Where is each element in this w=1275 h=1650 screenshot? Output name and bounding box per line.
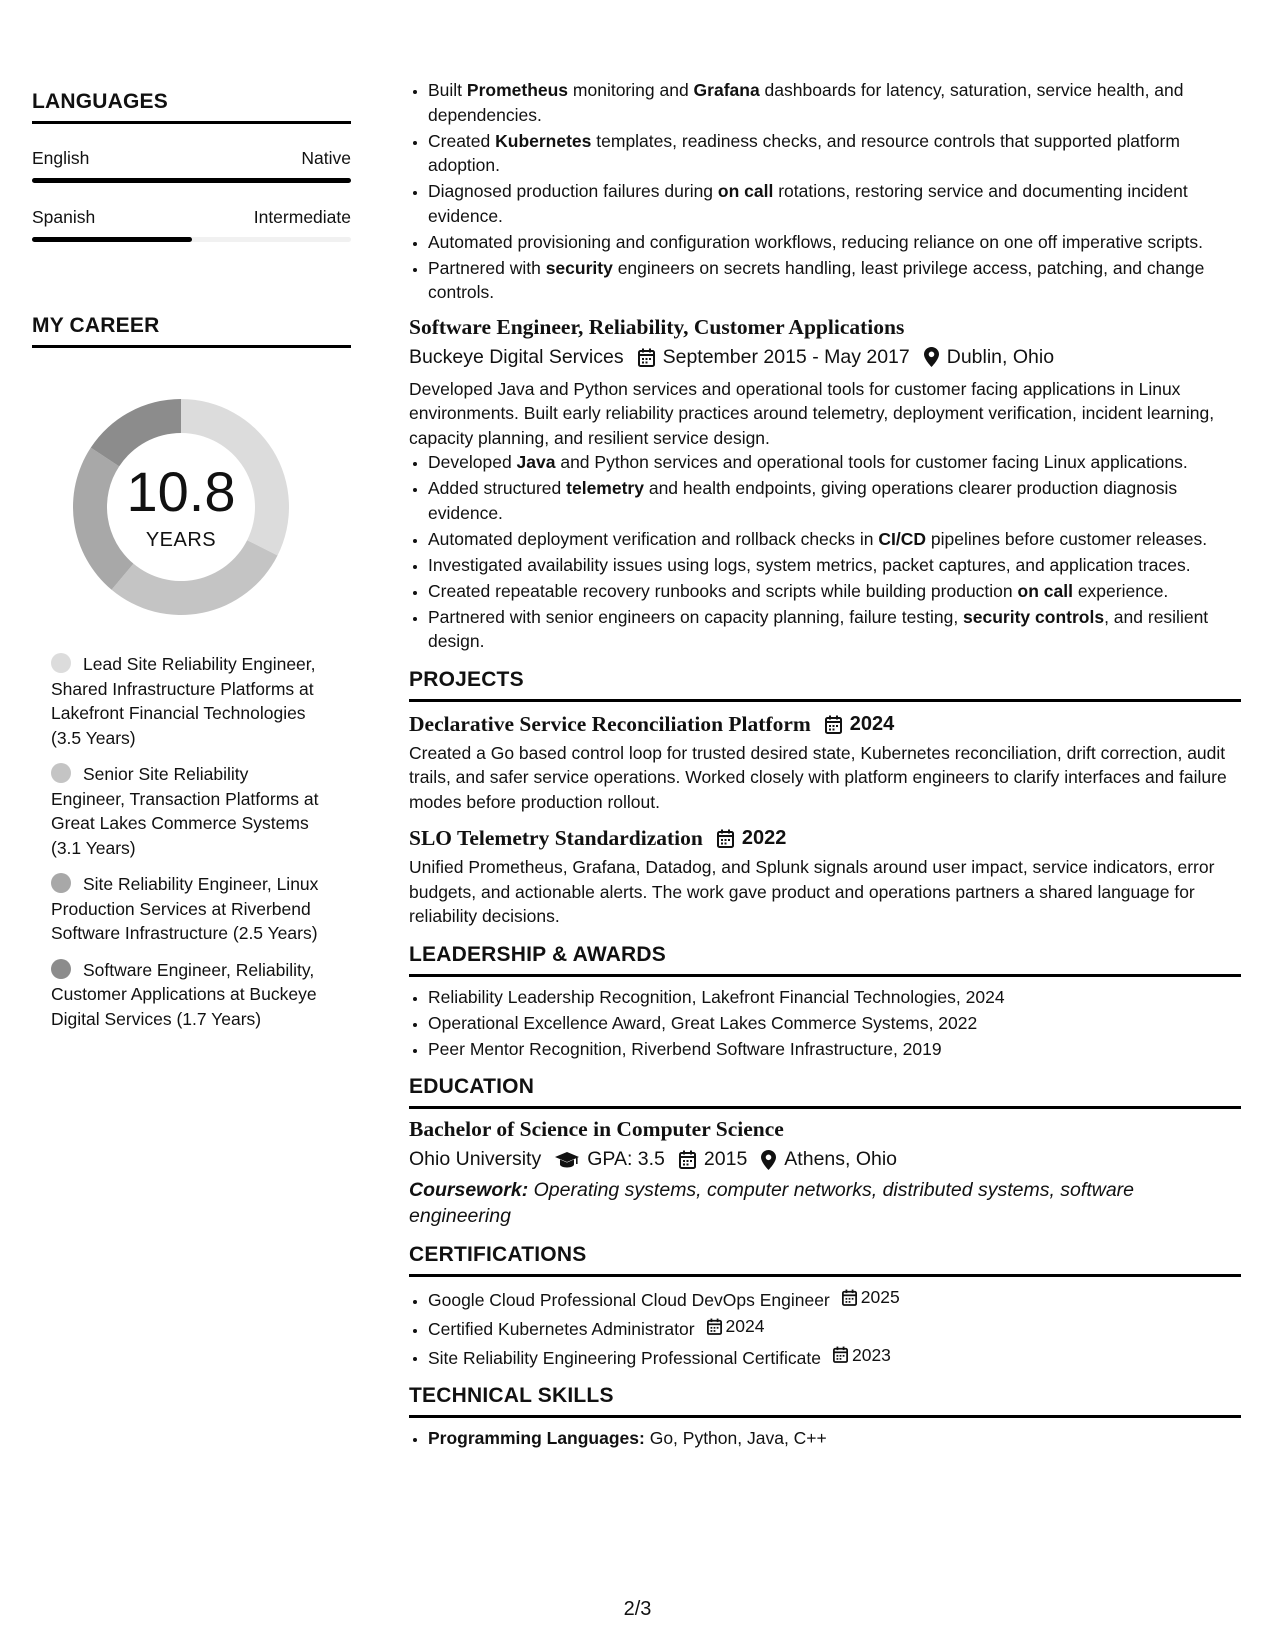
project-entry xyxy=(409,826,1241,929)
bullet-item: • Diagnosed production failures during on call rotations, restoring service and documenting incident evidence. xyxy=(428,179,1241,228)
career-legend-item xyxy=(51,652,326,750)
education-entry xyxy=(409,1117,1241,1229)
certification-name: Site Reliability Engineering Professional Certificate xyxy=(428,1347,821,1368)
career-total-years: 10.8 xyxy=(126,460,236,523)
certification-item xyxy=(428,1285,1241,1312)
job-title: Software Engineer, Reliability, Customer Applications xyxy=(409,314,905,339)
certification-year: 2023 xyxy=(851,1344,891,1365)
career-legend-item xyxy=(51,762,326,860)
legend-dot xyxy=(51,763,71,783)
leadership-list xyxy=(409,985,1241,1062)
map-pin-icon xyxy=(924,347,939,367)
language-proficiency-bar xyxy=(32,237,351,242)
award-item: • Operational Excellence Award, Great Lakes Commerce Systems, 2022 xyxy=(428,1011,1241,1036)
career-legend-item xyxy=(51,872,326,946)
project-title: SLO Telemetry Standardization xyxy=(409,826,703,850)
job-summary: Developed Java and Python services and operational tools for customer facing applications in Linux environments. Built early reliability practices around telemetry, deployment verification, incident learning, capacity planning, and resilient service design. xyxy=(409,378,1215,448)
bullet-item: • Created repeatable recovery runbooks and scripts while building production on call experience. xyxy=(428,579,1241,604)
calendar-icon xyxy=(717,829,734,848)
graduation-cap-icon xyxy=(555,1151,579,1169)
certification-name: Certified Kubernetes Administrator xyxy=(428,1318,695,1339)
career-legend-label: Lead Site Reliability Engineer, Shared Infrastructure Platforms at Lakefront Financial Technologies (3.5 Years) xyxy=(51,654,316,748)
language-name: Spanish xyxy=(32,207,96,227)
career-legend-label: Senior Site Reliability Engineer, Transaction Platforms at Great Lakes Commerce Systems (3.1 Years) xyxy=(51,764,319,858)
coursework-text: Operating systems, computer networks, distributed systems, software engineering xyxy=(409,1179,1135,1227)
calendar-icon xyxy=(638,348,655,367)
language-proficiency-bar xyxy=(32,178,351,183)
calendar-icon xyxy=(825,715,842,734)
left-column xyxy=(32,90,351,1043)
job-company: Buckeye Digital Services xyxy=(409,345,624,368)
job-bullets xyxy=(409,450,1241,654)
legend-dot xyxy=(51,959,71,979)
language-level: Intermediate xyxy=(253,207,351,227)
language-item xyxy=(32,148,351,183)
project-entry xyxy=(409,712,1241,815)
language-proficiency-fill xyxy=(32,178,351,183)
project-year: 2024 xyxy=(849,712,895,735)
bullet-item: • Automated provisioning and configuration workflows, reducing reliance on one off imperative scripts. xyxy=(428,230,1241,255)
certifications-heading: CERTIFICATIONS xyxy=(409,1243,1241,1277)
calendar-icon xyxy=(833,1346,848,1363)
award-item: • Peer Mentor Recognition, Riverbend Software Infrastructure, 2019 xyxy=(428,1037,1241,1062)
project-title: Declarative Service Reconciliation Platform xyxy=(409,711,811,736)
education-location: Athens, Ohio xyxy=(784,1148,898,1170)
skills-list xyxy=(409,1426,1241,1451)
certification-year: 2025 xyxy=(860,1287,900,1307)
right-column xyxy=(409,78,1241,1452)
certification-name: Google Cloud Professional Cloud DevOps Engineer xyxy=(428,1289,830,1310)
education-degree: Bachelor of Science in Computer Science xyxy=(409,1117,784,1141)
page-number: 2/3 xyxy=(623,1598,652,1620)
project-description: Unified Prometheus, Grafana, Datadog, and Splunk signals around user impact, service indicators, error budgets, and actionable alerts. The work gave product and operations partners a shared language for reliability decisions. xyxy=(409,857,1215,926)
legend-dot xyxy=(51,653,71,673)
job-location: Dublin, Ohio xyxy=(946,345,1055,368)
map-pin-icon xyxy=(761,1150,776,1170)
project-description: Created a Go based control loop for trusted desired state, Kubernetes reconciliation, drift correction, audit trails, and safer service operations. Worked closely with platform engineers to clarify interfaces and failure modes before production rollout. xyxy=(409,742,1227,812)
certification-item xyxy=(428,1343,1241,1370)
bullet-item: • Partnered with senior engineers on capacity planning, failure testing, security controls, and resilient design. xyxy=(428,605,1241,654)
bullet-item: • Added structured telemetry and health endpoints, giving operations clearer production diagnosis evidence. xyxy=(428,476,1241,525)
bullet-item: • Automated deployment verification and rollback checks in CI/CD pipelines before customer releases. xyxy=(428,527,1241,552)
leadership-heading: LEADERSHIP & AWARDS xyxy=(409,943,1241,977)
career-donut-chart xyxy=(66,392,296,622)
language-name: English xyxy=(32,148,90,168)
calendar-icon xyxy=(842,1289,857,1306)
education-year: 2015 xyxy=(703,1148,748,1170)
calendar-icon xyxy=(707,1318,722,1335)
education-heading: EDUCATION xyxy=(409,1075,1241,1109)
job-meta xyxy=(409,346,1241,369)
career-legend xyxy=(51,652,326,1031)
skills-heading: TECHNICAL SKILLS xyxy=(409,1384,1241,1418)
education-coursework xyxy=(409,1177,1241,1229)
education-school: Ohio University xyxy=(409,1148,542,1170)
award-item: • Reliability Leadership Recognition, Lakefront Financial Technologies, 2024 xyxy=(428,985,1241,1010)
career-heading: MY CAREER xyxy=(32,314,351,348)
career-legend-item xyxy=(51,958,326,1032)
previous-job-bullets xyxy=(409,78,1241,305)
skill-item xyxy=(428,1426,1241,1451)
certification-item xyxy=(428,1314,1241,1341)
projects-heading: PROJECTS xyxy=(409,668,1241,702)
skill-value: Go, Python, Java, C++ xyxy=(644,1427,827,1448)
legend-dot xyxy=(51,873,71,893)
bullet-item: • Investigated availability issues using logs, system metrics, packet captures, and application traces. xyxy=(428,553,1241,578)
career-years-label: YEARS xyxy=(145,529,217,551)
bullet-item: • Developed Java and Python services and operational tools for customer facing Linux applications. xyxy=(428,450,1241,475)
bullet-item: • Built Prometheus monitoring and Grafana dashboards for latency, saturation, service health, and dependencies. xyxy=(428,78,1241,127)
project-year: 2022 xyxy=(741,827,787,849)
bullet-item: • Partnered with security engineers on secrets handling, least privilege access, patching, and change controls. xyxy=(428,256,1241,305)
language-proficiency-fill xyxy=(32,237,192,242)
job-dates: September 2015 - May 2017 xyxy=(662,345,910,368)
language-level: Native xyxy=(301,148,351,168)
career-legend-label: Software Engineer, Reliability, Customer Applications at Buckeye Digital Services (1.7 Years) xyxy=(51,959,317,1029)
bullet-item: • Created Kubernetes templates, readiness checks, and resource controls that supported platform adoption. xyxy=(428,129,1241,178)
skill-label: Programming Languages: xyxy=(428,1427,645,1448)
calendar-icon xyxy=(679,1150,696,1169)
certification-year: 2024 xyxy=(725,1315,765,1336)
job-entry xyxy=(409,315,1241,654)
education-gpa: GPA: 3.5 xyxy=(587,1148,665,1170)
coursework-label: Coursework: xyxy=(409,1179,529,1201)
certification-list xyxy=(409,1285,1241,1370)
languages-heading: LANGUAGES xyxy=(32,90,351,124)
language-item xyxy=(32,207,351,242)
career-legend-label: Site Reliability Engineer, Linux Production Services at Riverbend Software Infrastructure (2.5 Years) xyxy=(51,874,319,943)
education-meta xyxy=(409,1148,1241,1171)
